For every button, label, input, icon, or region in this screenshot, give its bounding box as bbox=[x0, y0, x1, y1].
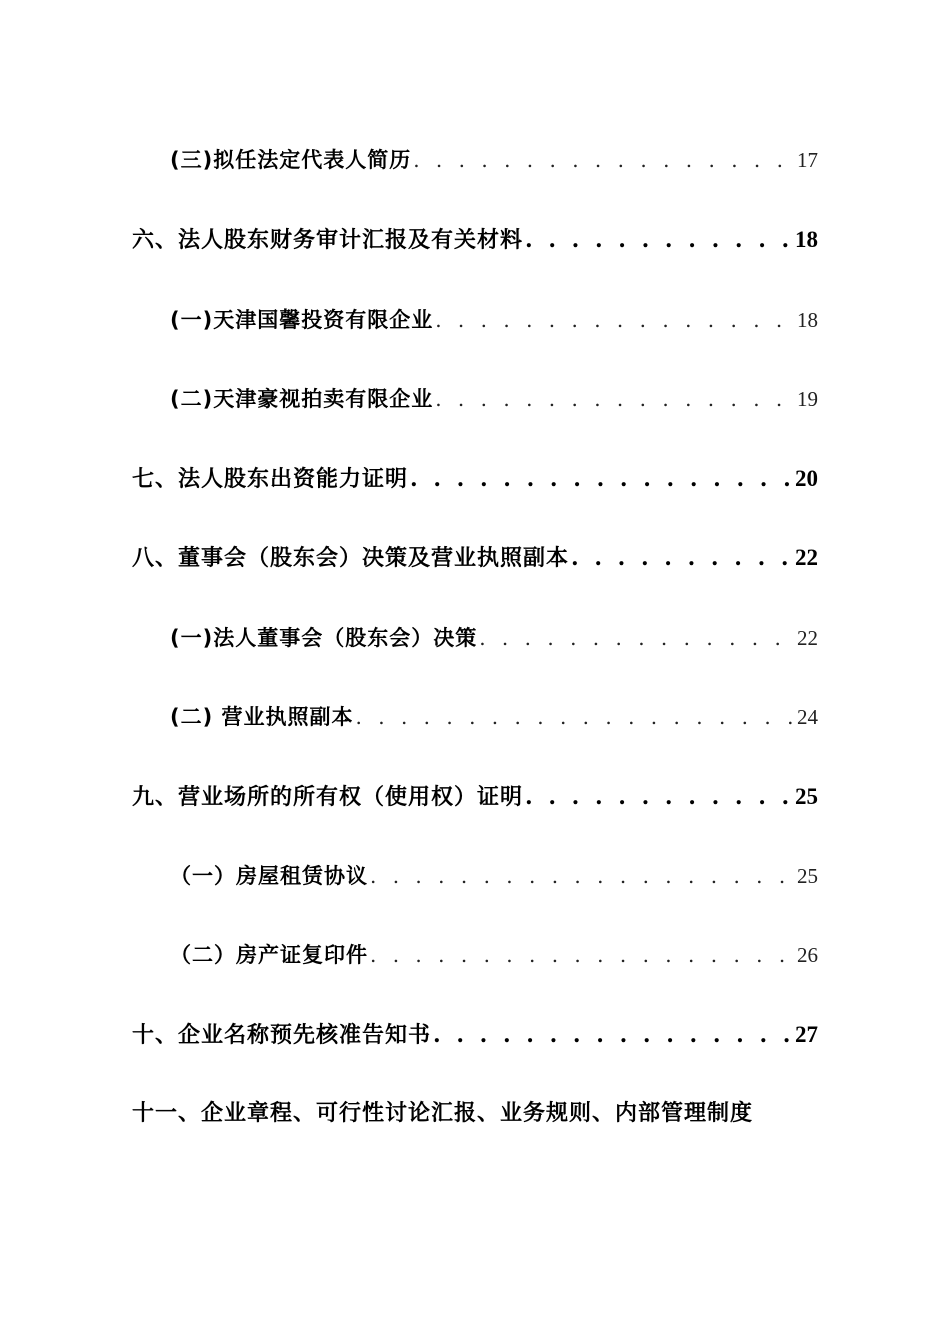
toc-entry-title: (二) 营业执照副本 bbox=[170, 705, 354, 729]
toc-entry-section-8[interactable] bbox=[132, 538, 818, 578]
toc-entry-section-7[interactable] bbox=[132, 459, 818, 499]
toc-dot-leader bbox=[525, 777, 793, 817]
toc-page-number: 24 bbox=[797, 705, 818, 729]
toc-dot-leader bbox=[370, 856, 795, 896]
toc-entry-section-9[interactable] bbox=[132, 777, 818, 817]
toc-entry-title: 九、营业场所的所有权（使用权）证明 bbox=[132, 785, 524, 810]
toc-entry-title: (三)拟任法定代表人简历 bbox=[170, 148, 412, 172]
toc-page-number: 18 bbox=[795, 227, 818, 252]
toc-page-number: 25 bbox=[797, 864, 818, 888]
toc-page-number: 20 bbox=[795, 466, 818, 491]
toc-entry-board-decision[interactable] bbox=[170, 618, 818, 658]
toc-entry-guoxin-investment[interactable] bbox=[170, 300, 818, 340]
toc-entry-haoshi-auction[interactable] bbox=[170, 379, 818, 419]
toc-page-number: 19 bbox=[797, 387, 818, 411]
toc-entry-title: 七、法人股东出资能力证明 bbox=[132, 467, 409, 492]
toc-entry-title: (二)天津豪视拍卖有限企业 bbox=[170, 387, 434, 411]
toc-entry-section-11[interactable] bbox=[132, 1094, 753, 1134]
toc-dot-leader bbox=[413, 140, 795, 180]
toc-dot-leader bbox=[525, 220, 793, 260]
toc-entry-title: （二）房产证复印件 bbox=[170, 943, 368, 967]
toc-entry-title: 八、董事会（股东会）决策及营业执照副本 bbox=[132, 546, 570, 571]
toc-entry-title: （一）房屋租赁协议 bbox=[170, 864, 368, 888]
toc-entry-business-license-copy[interactable] bbox=[170, 697, 818, 737]
toc-entry-title: (一)天津国馨投资有限企业 bbox=[170, 308, 434, 332]
toc-dot-leader bbox=[435, 379, 795, 419]
toc-dot-leader bbox=[370, 935, 795, 975]
toc-entry-title: 六、法人股东财务审计汇报及有关材料 bbox=[132, 228, 524, 253]
toc-entry-property-certificate-copy[interactable] bbox=[170, 935, 818, 975]
toc-page-number: 27 bbox=[795, 1022, 818, 1047]
toc-dot-leader bbox=[479, 618, 795, 658]
toc-entry-section-6[interactable] bbox=[132, 220, 818, 260]
toc-page-number: 26 bbox=[797, 943, 818, 967]
toc-entry-title: 十一、企业章程、可行性讨论汇报、业务规则、内部管理制度 bbox=[132, 1101, 754, 1126]
toc-page-number: 18 bbox=[797, 308, 818, 332]
toc-dot-leader bbox=[433, 1015, 793, 1055]
toc-dot-leader bbox=[410, 459, 793, 499]
toc-page-number: 22 bbox=[795, 545, 818, 570]
toc-dot-leader bbox=[356, 697, 795, 737]
toc-dot-leader bbox=[571, 538, 793, 578]
toc-entry-title: 十、企业名称预先核准告知书 bbox=[132, 1023, 432, 1048]
toc-page-number: 17 bbox=[797, 148, 818, 172]
toc-entry-title: (一)法人董事会（股东会）决策 bbox=[170, 626, 478, 650]
toc-entry-lease-agreement[interactable] bbox=[170, 856, 818, 896]
toc-dot-leader bbox=[435, 300, 795, 340]
toc-page-number: 25 bbox=[795, 784, 818, 809]
toc-entry-legal-representative-resume[interactable] bbox=[170, 140, 818, 180]
toc-entry-section-10[interactable] bbox=[132, 1015, 818, 1055]
toc-page-number: 22 bbox=[797, 626, 818, 650]
